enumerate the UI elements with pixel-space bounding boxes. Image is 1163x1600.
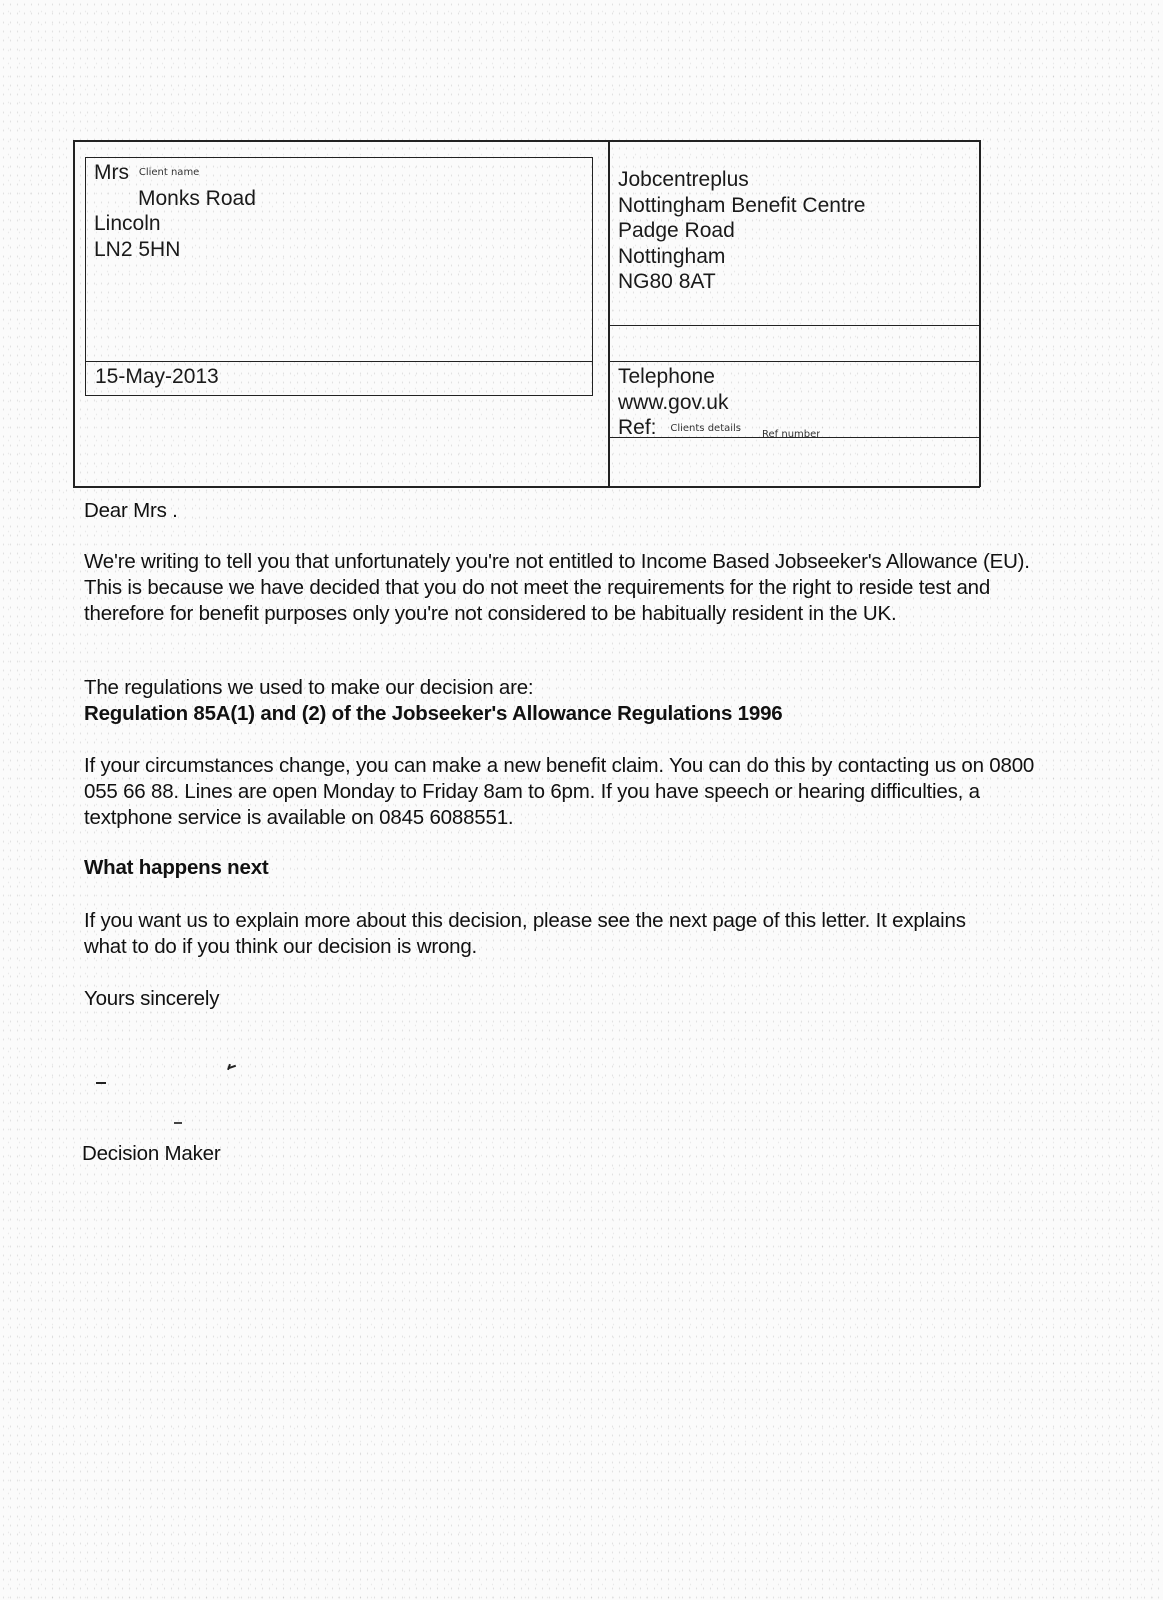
signatory-role: Decision Maker [82,1142,221,1165]
signature-area [88,1030,268,1130]
sender-city: Nottingham [618,244,726,268]
recipient-block [94,160,256,262]
ref-clients-placeholder: Clients details [670,423,742,434]
recipient-city: Lincoln [94,212,161,235]
circumstances-paragraph: If your circumstances change, you can make a new benefit claim. You can do this by contacting us on 0800 055 66 88. Lines are open Monday to Friday 8am to 6pm. If you have speech or hearing difficulties, a textphone service is available on 0845 6088551. [84,754,1035,829]
sender-org: Jobcentreplus [618,168,749,191]
website-link[interactable]: www.gov.uk [618,390,729,414]
sender-postcode: NG80 8AT [618,270,716,293]
explanation-paragraph: If you want us to explain more about this decision, please see the next page of this letter. It explains what to do if you think our decision is wrong. [84,909,966,958]
letter-date: 15-May-2013 [95,365,219,388]
sender-contact [618,364,741,442]
regulations-reference: Regulation 85A(1) and (2) of the Jobseeker's Allowance Regulations 1996 [84,702,783,725]
recipient-postcode: LN2 5HN [94,237,181,261]
ref-number-placeholder: Ref number [762,429,821,437]
sender-street: Padge Road [618,219,735,242]
next-steps-heading: What happens next [84,856,269,879]
ref-label: Ref: [618,416,657,439]
telephone-label: Telephone [618,365,715,388]
recipient-street: Monks Road [138,186,256,210]
sender-address [618,167,865,295]
recipient-title: Mrs [94,161,129,184]
decision-paragraph: We're writing to tell you that unfortunately you're not entitled to Income Based Jobseeker's Allowance (EU). This is because we have decided that you do not meet the requirements for the right to reside test and therefore for benefit purposes only you're not considered to be habitually resident in the UK. [84,550,1030,625]
salutation: Dear Mrs . [84,499,178,522]
closing: Yours sincerely [84,987,220,1010]
regulations-intro: The regulations we used to make our decision are: [84,676,534,699]
client-name-placeholder: Client name [138,167,200,178]
sender-office: Nottingham Benefit Centre [618,193,866,217]
